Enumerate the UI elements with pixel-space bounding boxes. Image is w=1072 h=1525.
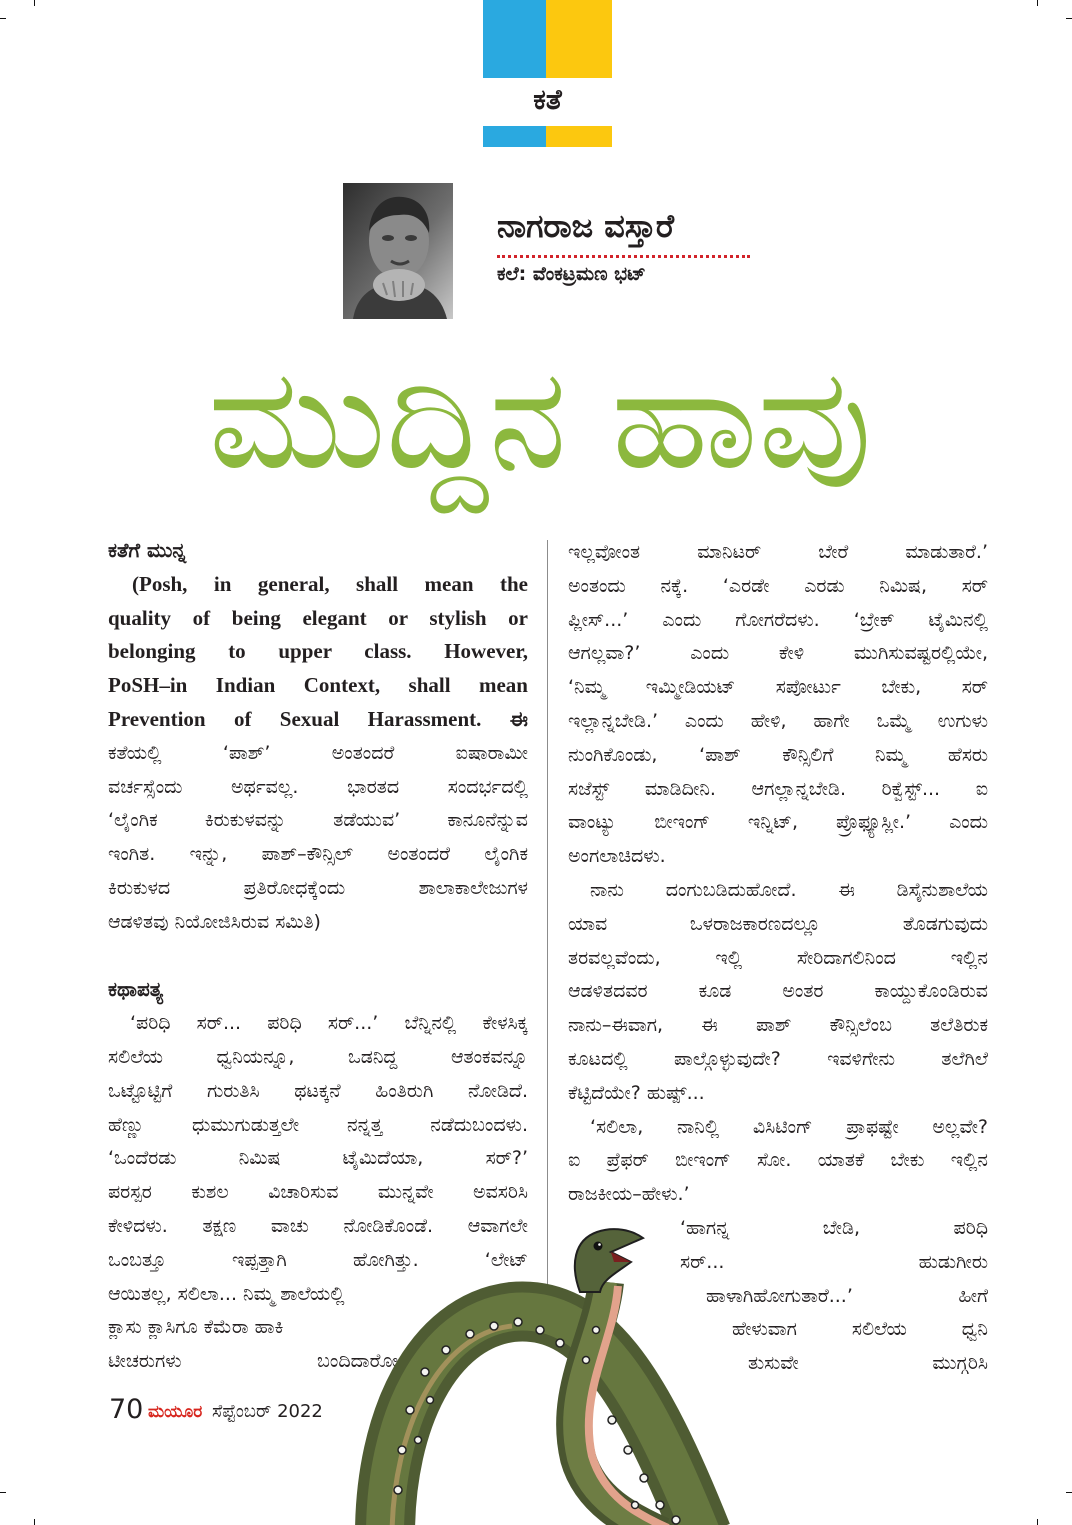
text-line: ‘ಸಲಿಲಾ, ನಾನಿಲ್ಲಿ ವಿಸಿಟಿಂಗ್ ಪ್ರಾಫಷ್ಟೇ ಅಲ್ಲವೇ? bbox=[590, 1115, 988, 1138]
text-line: ತುಸುವೇ ಮುಗ್ಗರಿಸಿ bbox=[748, 1352, 988, 1375]
text-line: ಇಂಗಿತ. ಇನ್ನು, ಪಾಶ್–ಕೌನ್ಸಿಲ್ ಅಂತಂದರೆ ಲೈಂಗಿಕ bbox=[108, 843, 528, 866]
text-line: ನಾನು ದಂಗುಬಡಿದುಹೋದೆ. ಈ ಡಿಸೈನುಶಾಲೆಯ bbox=[590, 878, 988, 901]
header-yellow-block bbox=[546, 0, 612, 78]
text-line: ಸಲಿಲೆಯ ಧ್ವನಿಯನ್ನೂ, ಒಡನಿದ್ದ ಆತಂಕವನ್ನೂ bbox=[108, 1045, 528, 1068]
text-line: ‘ಒಂದೆರಡು ನಿಮಿಷ ಟೈಮಿದೆಯಾ, ಸರ್?’ bbox=[108, 1147, 528, 1170]
text-line: belonging to upper class. However, bbox=[108, 639, 528, 664]
text-line: ‘ಲೈಂಗಿಕ ಕಿರುಕುಳವನ್ನು ತಡೆಯುವ’ ಕಾನೂನೆನ್ನುವ bbox=[108, 809, 528, 832]
text-line: ರಾಜಕೀಯ–ಹೇಳು.’ bbox=[568, 1183, 690, 1206]
section-label: ಕತೆ bbox=[533, 83, 562, 116]
text-line: ಹೇಳುವಾಗ ಸಲಿಲೆಯ ಧ್ವನಿ bbox=[732, 1318, 988, 1341]
text-line: ಕೂಟದಲ್ಲಿ ಪಾಲ್ಗೊಳ್ಳುವುದೇ? ಇವಳಿಗೇನು ತಲೆಗಿಲೆ bbox=[568, 1047, 988, 1070]
text-line: ಐ ಪ್ರೆಫರ್ ಬೀಇಂಗ್ ಸೋ. ಯಾತಕೆ ಬೇಕು ಇಲ್ಲಿನ bbox=[568, 1149, 988, 1172]
dotted-rule bbox=[497, 255, 750, 258]
paragraph-spacer bbox=[108, 940, 528, 974]
text-line: ಅಂಗಲಾಚಿದಳು. bbox=[568, 845, 666, 868]
text-line: ವರ್ಚಸ್ಸೆಂದು ಅರ್ಥವಲ್ಲ. ಭಾರತದ ಸಂದರ್ಭದಲ್ಲಿ bbox=[108, 775, 528, 798]
crop-mark bbox=[1037, 0, 1038, 6]
text-line: ಪರಸ್ಪರ ಕುಶಲ ವಿಚಾರಿಸುವ ಮುನ್ನವೇ ಅವಸರಿಸಿ bbox=[108, 1181, 528, 1204]
crop-mark bbox=[0, 18, 6, 19]
text-line: ಸರ್... ಹುಡುಗೀರು bbox=[680, 1250, 988, 1273]
issue-date: ಸೆಪ್ಟೆಂಬರ್ 2022 bbox=[212, 1401, 323, 1422]
text-line: ಅಂತಂದು ನಕ್ಕೆ. ‘ಎರಡೇ ಎರಡು ನಿಮಿಷ, ಸರ್ bbox=[568, 574, 988, 597]
text-line: ಹೆಣ್ಣು ಧುಮುಗುಡುತ್ತಲೇ ನನ್ನತ್ತ ನಡೆದುಬಂದಳು. bbox=[108, 1113, 528, 1136]
story-heading: ಕಥಾಪತ್ಯ bbox=[108, 977, 164, 1002]
snake-illustration bbox=[0, 1195, 1072, 1525]
author-photo bbox=[343, 183, 453, 319]
art-credit: ಕಲೆ: ವೆಂಕಟ್ರಮಣ ಭಟ್ bbox=[497, 263, 646, 285]
text-line: ಕ್ಲಾಸು ಕ್ಲಾಸಿಗೂ ಕೆಮೆರಾ ಹಾಕಿ bbox=[108, 1316, 284, 1339]
text-line: ‘ಹಾಗನ್ನ ಬೇಡಿ, ಪರಿಧಿ bbox=[680, 1216, 988, 1239]
text-line: ‘ಪರಿಧಿ ಸರ್... ಪರಿಧಿ ಸರ್...’ ಬೆನ್ನಿನಲ್ಲಿ ಕೇಳಸಿಕ್ಕ bbox=[130, 1012, 528, 1035]
text-line: ಆಯಿತಲ್ಲ, ಸಲಿಲಾ... ನಿಮ್ಮ ಶಾಲೆಯಲ್ಲಿ bbox=[108, 1282, 345, 1305]
crop-mark bbox=[1066, 18, 1072, 19]
header-yellow-bar bbox=[546, 126, 612, 147]
text-line: PoSH–in Indian Context, shall mean bbox=[108, 673, 528, 698]
text-line: (Posh, in general, shall mean the bbox=[132, 571, 528, 596]
text-line: ತರವಲ್ಲವೆಂದು, ಇಲ್ಲಿ ಸೇರಿದಾಗಲಿನಿಂದ ಇಲ್ಲಿನ bbox=[568, 946, 988, 969]
text-line: ಕೆಟ್ಟಿದೆಯೇ? ಹುಷ್ಪ್... bbox=[568, 1081, 705, 1104]
author-name: ನಾಗರಾಜ ವಸ್ತಾರೆ bbox=[497, 207, 675, 245]
text-line: ಆಡಳಿತದವರ ಕೂಡ ಅಂತರ ಕಾಯ್ದುಕೊಂಡಿರುವ bbox=[568, 980, 988, 1003]
page-number: 70 bbox=[109, 1394, 144, 1425]
text-line: ಆಡಳಿತವು ನಿಯೋಜಿಸಿರುವ ಸಮಿತಿ) bbox=[108, 910, 321, 933]
text-line: ಇಲ್ಲಾನ್ನಬೇಡಿ.’ ಎಂದು ಹೇಳಿ, ಹಾಗೇ ಒಮ್ಮೆ ಉಗುಳು bbox=[568, 709, 988, 732]
text-line: ನಾನು–ಈವಾಗ, ಈ ಪಾಶ್ ಕೌನ್ಸಿಲೆಂಬ ತಲೆತಿರುಕ bbox=[568, 1014, 988, 1037]
text-line: ಕಿರುಕುಳದ ಪ್ರತಿರೋಧಕ್ಕೆಂದು ಶಾಲಾಕಾಲೇಜುಗಳ bbox=[108, 876, 528, 899]
intro-paragraph bbox=[108, 568, 528, 940]
text-line: ‘ನಿಮ್ಮ ಇಮ್ಮೀಡಿಯಟ್ ಸಪೋರ್ಟು ಬೇಕು, ಸರ್ bbox=[568, 676, 988, 699]
text-line: Prevention of Sexual Harassment. ಈ bbox=[108, 706, 528, 731]
text-line: ಆಗಲ್ಲವಾ?’ ಎಂದು ಕೇಳಿ ಮುಗಿಸುವಷ್ಟರಲ್ಲಿಯೇ, bbox=[568, 642, 988, 665]
text-line: ಕೇಳಿದಳು. ತಕ್ಷಣ ವಾಚು ನೋಡಿಕೊಂಡೆ. ಆವಾಗಲೇ bbox=[108, 1214, 528, 1237]
text-line: ಕತೆಯಲ್ಲಿ ‘ಪಾಶ್’ ಅಂತಂದರೆ ಐಷಾರಾಮೀ bbox=[108, 741, 528, 764]
intro-heading: ಕತೆಗೆ ಮುನ್ನ bbox=[108, 538, 187, 562]
story-title: ಮುದ್ದಿನ ಹಾವು bbox=[208, 338, 872, 501]
text-line: ಹಾಳಾಗಿಹೋಗುತಾರೆ...’ ಹೀಗೆ bbox=[706, 1284, 988, 1307]
text-line: ನುಂಗಿಕೊಂಡು, ‘ಪಾಶ್ ಕೌನ್ಸಿಲಿಗೆ ನಿಮ್ಮ ಹೆಸರು bbox=[568, 743, 988, 766]
magazine-logo: ಮಯೂರ bbox=[148, 1402, 203, 1422]
text-line: ಒಟ್ಟೊಟ್ಟಿಗೆ ಗುರುತಿಸಿ ಥಟಕ್ಕನೆ ಹಿಂತಿರುಗಿ ನೋಡಿದೆ. bbox=[108, 1079, 528, 1102]
paragraph-2 bbox=[568, 874, 988, 1111]
text-line: ಒಂಬತ್ತೂ ಇಪ್ಪತ್ತಾಗಿ ಹೋಗಿತ್ತು. ‘ಲೇಟ್ bbox=[108, 1248, 528, 1271]
text-line: quality of being elegant or stylish or bbox=[108, 605, 528, 630]
text-line: ಸಜೆಸ್ಟ್ ಮಾಡಿದೀನಿ. ಆಗಲ್ಲಾನ್ನಬೇಡಿ. ರಿಕ್ವೆಸ್ಟ್... ಐ bbox=[568, 777, 988, 800]
text-line: ಇಲ್ಲವೋಂತ ಮಾನಿಟರ್ ಬೇರೆ ಮಾಡುತಾರೆ.’ bbox=[568, 541, 988, 563]
text-line: ವಾಂಟ್ಯು ಬೀಇಂಗ್ ಇನ್ನಿಟ್, ಪ್ರೊಫ್ಯೂಸ್ಲೀ.’ ಎಂದು bbox=[568, 811, 988, 834]
text-line: ಪ್ಲೀಸ್...’ ಎಂದು ಗೋಗರೆದಳು. ‘ಬ್ರೇಕ್ ಟೈಮಿನಲ್ಲಿ bbox=[568, 608, 988, 631]
crop-mark bbox=[34, 0, 35, 6]
text-line: ಯಾವ ಒಳರಾಜಕಾರಣದಲ್ಲೂ ತೊಡಗುವುದು bbox=[568, 912, 988, 935]
text-line: ಟೀಚರುಗಳು ಬಂದಿದಾರೋ bbox=[108, 1350, 398, 1373]
header-blue-block bbox=[483, 0, 546, 78]
header-blue-bar bbox=[483, 126, 546, 147]
continued-paragraph bbox=[568, 536, 988, 874]
